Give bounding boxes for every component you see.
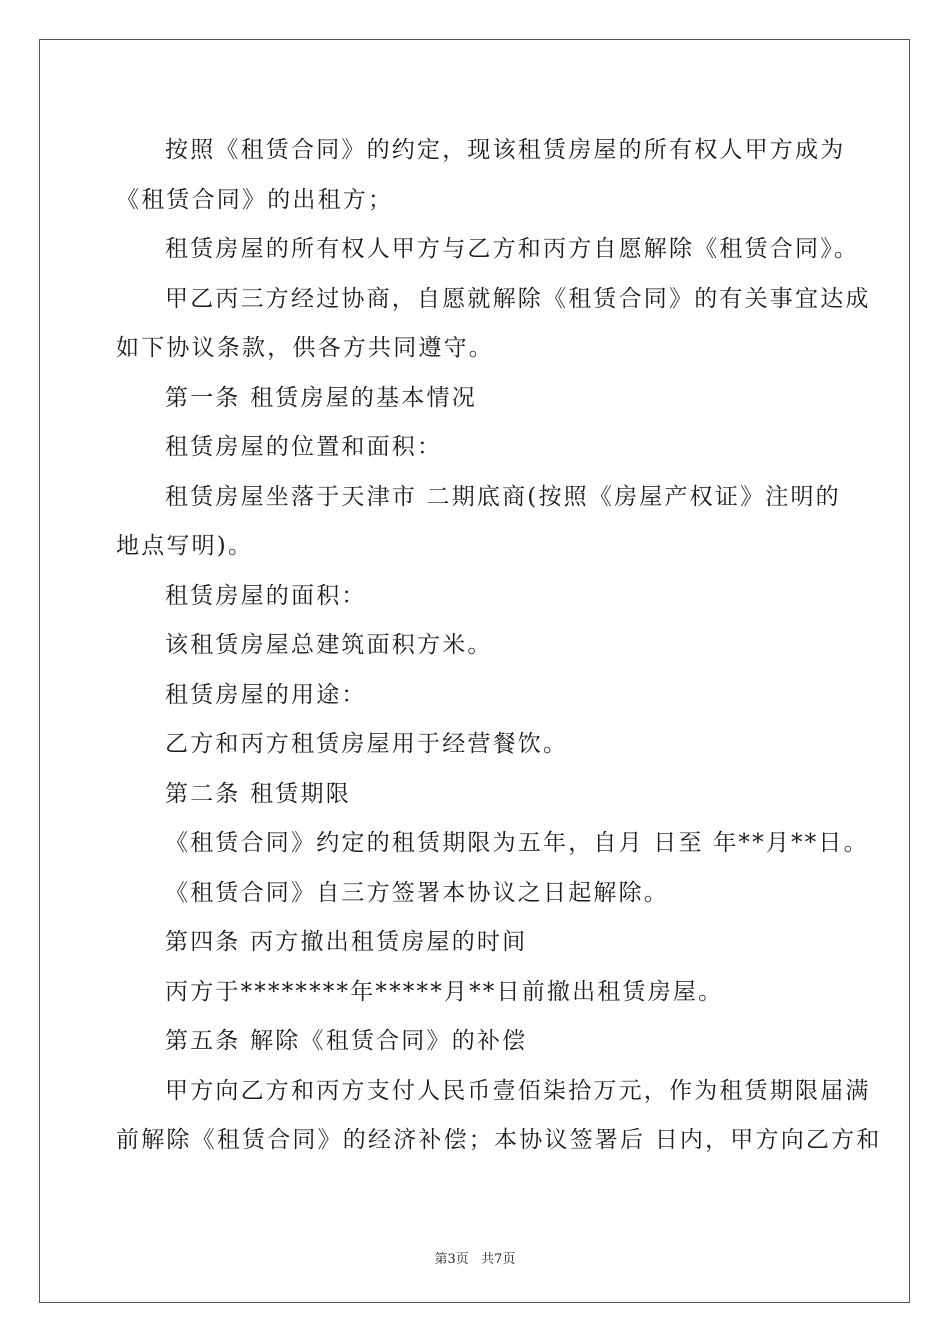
document-body	[116, 126, 882, 1166]
text-line: 按照《租赁合同》的约定，现该租赁房屋的所有权人甲方成为	[165, 137, 846, 163]
text-line: 《租赁合同》约定的租赁期限为五年，自月 日至 年**月**日。	[165, 830, 869, 856]
text-line: 租赁房屋的位置和面积：	[165, 434, 443, 460]
text-line: 第四条 丙方撤出租赁房屋的时间	[165, 929, 528, 955]
text-line: 租赁房屋的用途：	[165, 681, 367, 708]
page-number-footer: 第3页 共7页	[434, 1252, 516, 1267]
text-line: 甲方向乙方和丙方支付人民币壹佰柒拾万元，作为租赁期限届满	[165, 1077, 871, 1104]
text-line: 前解除《租赁合同》的经济补偿；本协议签署后 日内，甲方向乙方和	[116, 1127, 882, 1153]
text-line: 乙方和丙方租赁房屋用于经营餐饮。	[165, 731, 569, 757]
text-line: 该租赁房屋总建筑面积方米。	[165, 632, 493, 658]
text-line: 第五条 解除《租赁合同》的补偿	[165, 1028, 528, 1054]
text-line: 甲乙丙三方经过协商，自愿就解除《租赁合同》的有关事宜达成	[165, 285, 871, 312]
text-line: 租赁房屋的面积：	[165, 582, 367, 609]
text-line: 租赁房屋的所有权人甲方与乙方和丙方自愿解除《租赁合同》。	[165, 236, 860, 262]
text-line: 第一条 租赁房屋的基本情况	[165, 384, 477, 411]
text-line: 《租赁合同》的出租方；	[116, 186, 394, 213]
text-line: 第二条 租赁期限	[165, 780, 351, 807]
text-line: 租赁房屋坐落于天津市 二期底商(按照《房屋产权证》注明的	[165, 483, 841, 510]
text-line: 地点写明)。	[116, 533, 254, 559]
text-line: 丙方于********年*****月**日前撤出租赁房屋。	[165, 978, 724, 1005]
text-line: 《租赁合同》自三方签署本协议之日起解除。	[165, 879, 669, 906]
text-line: 如下协议条款，供各方共同遵守。	[116, 335, 494, 361]
